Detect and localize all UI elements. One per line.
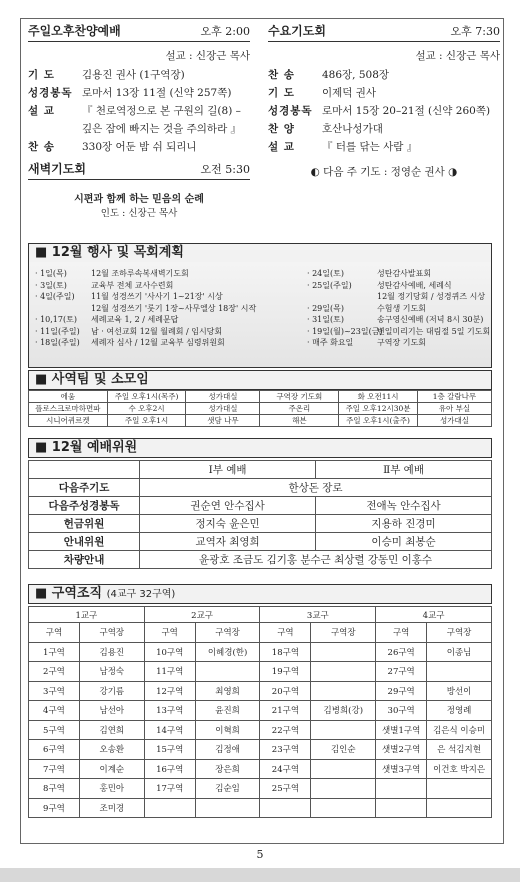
event-description: 구역장 기도회 (377, 338, 426, 347)
district-col-leader: 구역장 (79, 623, 144, 643)
district-cell (311, 759, 376, 779)
teams-cell: 해븐 (260, 415, 339, 427)
sunday-order-label: 찬 송 (28, 141, 55, 153)
teams-row (29, 391, 492, 403)
event-item (35, 291, 303, 303)
event-description: 세례교육 1, 2 / 세례문답 (91, 315, 179, 324)
district-cell: 김인순 (311, 740, 376, 760)
district-cell: 19구역 (260, 662, 311, 682)
sunday-service-time: 오후 2:00 (200, 25, 250, 38)
event-item (307, 291, 489, 303)
teams-cell: 주온리 (260, 403, 339, 415)
district-cell: 오송환 (79, 740, 144, 760)
sunday-order-value: 로마서 13장 11절 (신약 257쪽) (82, 87, 232, 99)
page-number: 5 (256, 848, 264, 861)
district-row (29, 662, 492, 682)
district-row (29, 740, 492, 760)
events-box (28, 262, 492, 368)
event-item (35, 303, 303, 315)
district-cell: 30구역 (376, 701, 427, 721)
district-cell: 27구역 (376, 662, 427, 682)
district-cell: 20구역 (260, 681, 311, 701)
wednesday-order-label: 찬 송 (268, 69, 295, 81)
district-cell: 24구역 (260, 759, 311, 779)
district-cell: 김병희(강) (311, 701, 376, 721)
district-cell (260, 798, 311, 818)
dawn-theme: 시편과 함께 하는 믿음의 순례 (74, 194, 204, 205)
district-cell: 7구역 (29, 759, 80, 779)
worship-row (29, 533, 492, 551)
districts-heading (28, 584, 492, 604)
event-date: · 25일(주일) (307, 280, 352, 290)
district-row (29, 681, 492, 701)
district-cell: 샛별3구역 (376, 759, 427, 779)
wednesday-order-row (268, 138, 500, 156)
teams-cell: 1층 갈람나무 (417, 391, 491, 403)
sunday-order-value: 330장 어둔 밤 쉬 되리니 (82, 141, 197, 153)
district-group-header: 3교구 (260, 607, 376, 623)
worship-role: 헌금위원 (29, 515, 140, 533)
district-cell: 21구역 (260, 701, 311, 721)
worship-row (29, 551, 492, 569)
district-cell (311, 681, 376, 701)
worship-row (29, 497, 492, 515)
wednesday-service-header (268, 22, 500, 42)
district-row (29, 798, 492, 818)
event-description: 교육부 전체 교사수련회 (91, 280, 174, 290)
wednesday-order-row (268, 66, 500, 84)
wednesday-order-list (268, 66, 500, 156)
sunday-order-row (28, 66, 250, 84)
sunday-order-row (28, 138, 250, 156)
teams-cell: 주일 오후1시(목주) (107, 391, 186, 403)
worship-row (29, 479, 492, 497)
worship-first-service: 교역자 최영희 (140, 533, 316, 551)
wednesday-service-title: 수요기도회 (268, 24, 326, 38)
sunday-preacher: 설교 : 신장근 목사 (165, 50, 250, 62)
districts-table (28, 606, 492, 818)
district-col-leader: 구역장 (427, 623, 492, 643)
worship-first-service: 권순연 안수집사 (140, 497, 316, 515)
district-cell (427, 662, 492, 682)
district-group-header: 1교구 (29, 607, 145, 623)
district-group-header: 2교구 (144, 607, 260, 623)
event-description: 남 · 여선교회 12월 월례회 / 임시당회 (91, 326, 223, 336)
teams-cell: 성가대실 (186, 391, 260, 403)
district-cell: 샛별1구역 (376, 720, 427, 740)
event-description: 송구영신예배 (저녁 8시 30분) (377, 315, 484, 324)
district-cell: 김용진 (79, 642, 144, 662)
wednesday-order-value: 호산나성가대 (322, 123, 383, 135)
district-cell: 26구역 (376, 642, 427, 662)
district-cell (144, 798, 195, 818)
events-right-list (307, 268, 489, 349)
district-cell: 장은희 (195, 759, 260, 779)
worship-both-services: 한상돈 장로 (140, 479, 492, 497)
district-cell (376, 779, 427, 799)
district-col-name: 구역 (144, 623, 195, 643)
district-cell: 23구역 (260, 740, 311, 760)
district-cell: 김정애 (195, 740, 260, 760)
district-cell (195, 662, 260, 682)
sunday-order-label: 기 도 (28, 69, 55, 81)
district-cell: 이건호 박지은 (427, 759, 492, 779)
event-date: · 매주 화요일 (307, 338, 354, 347)
district-cell: 강기름 (79, 681, 144, 701)
district-cell (311, 798, 376, 818)
district-col-leader: 구역장 (195, 623, 260, 643)
worship-second-service: 전애녹 안수집사 (316, 497, 492, 515)
event-date: · 11일(주일) (35, 326, 80, 336)
worship-role: 다음주기도 (29, 479, 140, 497)
district-cell: 최영희 (195, 681, 260, 701)
event-description: 성탄감사발표회 (377, 269, 432, 278)
district-cell: 정영례 (427, 701, 492, 721)
district-cell (311, 720, 376, 740)
event-date (307, 291, 377, 303)
event-date (35, 303, 91, 315)
wednesday-order-label: 찬 양 (268, 123, 295, 135)
event-date: · 24일(토) (307, 269, 344, 278)
worship-role: 다음주성경봉독 (29, 497, 140, 515)
district-cell: 김순임 (195, 779, 260, 799)
bottom-bar (0, 868, 520, 882)
district-cell: 남정숙 (79, 662, 144, 682)
event-date: · 19일(월)~23일(금) (307, 326, 383, 336)
worship-table (28, 460, 492, 569)
teams-cell: 주일 오후12시30분 (339, 403, 418, 415)
teams-cell: 유아 부실 (417, 403, 491, 415)
district-cell: 22구역 (260, 720, 311, 740)
event-description: 12월 정기당회 / 성경퀴즈 시상 (377, 292, 486, 301)
event-item (307, 326, 489, 338)
event-item (307, 314, 489, 326)
district-cell: 4구역 (29, 701, 80, 721)
district-cell: 조미경 (79, 798, 144, 818)
district-row (29, 779, 492, 799)
worship-col-first: Ⅰ부 예배 (140, 461, 316, 479)
sunday-service (28, 22, 250, 219)
event-item (307, 280, 489, 292)
dawn-service-header (28, 160, 250, 180)
wednesday-order-row (268, 120, 500, 138)
sunday-order-value: 깊은 잠에 빠지는 것을 주의하라 』 (82, 123, 242, 135)
district-cell: 2구역 (29, 662, 80, 682)
district-cell: 이혜경(한) (195, 642, 260, 662)
district-cell: 김은식 이승미 (427, 720, 492, 740)
wednesday-order-row (268, 102, 500, 120)
event-date: · 29일(목) (307, 303, 344, 313)
worship-header-blank (29, 461, 140, 479)
event-item (307, 303, 489, 315)
worship-first-service: 정지숙 윤은민 (140, 515, 316, 533)
sunday-order-label: 설 교 (28, 105, 55, 117)
event-description: 세례자 심사 / 12월 교육부 심령위원회 (91, 338, 225, 347)
event-date: · 18일(주일) (35, 338, 80, 347)
teams-cell: 구역장 기도회 (260, 391, 339, 403)
wednesday-order-label: 성경봉독 (268, 105, 313, 117)
sunday-order-row (28, 84, 250, 102)
district-group-header: 4교구 (376, 607, 492, 623)
event-date: · 10,17(토) (35, 315, 77, 324)
worship-both-services: 윤광호 조금도 김기홍 분수근 최상렬 강동민 이홍수 (140, 551, 492, 569)
event-item (35, 280, 303, 292)
teams-cell: 샛담 나무 (186, 415, 260, 427)
teams-cell: 주일 오후1시(출주) (339, 415, 418, 427)
district-cell (427, 798, 492, 818)
district-cell: 29구역 (376, 681, 427, 701)
district-cell: 11구역 (144, 662, 195, 682)
teams-cell: 주일 오후1시 (107, 415, 186, 427)
district-cell: 이종님 (427, 642, 492, 662)
teams-row (29, 415, 492, 427)
worship-role: 안내위원 (29, 533, 140, 551)
district-cell: 14구역 (144, 720, 195, 740)
district-cell: 8구역 (29, 779, 80, 799)
wednesday-order-value: 로마서 15장 20–21절 (신약 260쪽) (322, 105, 491, 117)
dawn-service-time: 오전 5:30 (200, 163, 250, 176)
sunday-order-value: 김용진 권사 (1구역장) (82, 69, 185, 81)
dawn-leader: 인도 : 신장근 목사 (100, 208, 178, 219)
teams-cell: 성가대실 (417, 415, 491, 427)
teams-cell: 플로스크로마하면파 (29, 403, 108, 415)
district-col-name: 구역 (376, 623, 427, 643)
district-cell: 16구역 (144, 759, 195, 779)
teams-row (29, 403, 492, 415)
teams-cell: 수 오후2시 (107, 403, 186, 415)
district-cell: 은 석김지현 (427, 740, 492, 760)
district-cell (311, 779, 376, 799)
district-cell: 홍민아 (79, 779, 144, 799)
district-cell: 18구역 (260, 642, 311, 662)
district-cell: 윤진희 (195, 701, 260, 721)
event-date: · 4일(주일) (35, 292, 75, 301)
event-description: 12월 조하루속복새벽기도회 (91, 269, 189, 278)
event-date: · 31일(토) (307, 315, 344, 324)
district-cell: 방선이 (427, 681, 492, 701)
district-cell (195, 798, 260, 818)
district-cell: 6구역 (29, 740, 80, 760)
event-item (35, 337, 303, 349)
event-date: · 1일(목) (35, 269, 67, 278)
district-row (29, 720, 492, 740)
district-cell (427, 779, 492, 799)
worship-header-row (29, 461, 492, 479)
worship-role: 차량안내 (29, 551, 140, 569)
dawn-service-title: 새벽기도회 (28, 162, 86, 176)
teams-cell: 에움 (29, 391, 108, 403)
districts-title: ■ 구역조직 (35, 586, 103, 601)
district-col-name: 구역 (260, 623, 311, 643)
sunday-order-label (28, 120, 82, 138)
teams-cell: 성가대실 (186, 403, 260, 415)
wednesday-order-row (268, 84, 500, 102)
district-cell: 남선아 (79, 701, 144, 721)
event-date: · 3일(토) (35, 280, 67, 290)
district-row (29, 642, 492, 662)
teams-cell: 화 오전11시 (339, 391, 418, 403)
event-item (307, 268, 489, 280)
wednesday-order-label: 기 도 (268, 87, 295, 99)
worship-row (29, 515, 492, 533)
wednesday-preacher: 설교 : 신장근 목사 (415, 50, 500, 62)
sunday-order-list (28, 66, 250, 156)
event-item (307, 337, 489, 349)
district-col-name: 구역 (29, 623, 80, 643)
sunday-order-value: 『 천로역정으로 본 구원의 길(8) – (82, 105, 241, 117)
district-cell: 이혁희 (195, 720, 260, 740)
wednesday-service (268, 22, 500, 179)
event-item (35, 314, 303, 326)
event-description: 변일미리기는 대림절 5일 기도회 (377, 326, 491, 336)
district-group-row (29, 607, 492, 623)
worship-second-service: 이승미 최봉순 (316, 533, 492, 551)
district-cell: 25구역 (260, 779, 311, 799)
district-cell: 9구역 (29, 798, 80, 818)
wednesday-order-value: 이제덕 권사 (322, 87, 377, 99)
sunday-order-row (28, 120, 250, 138)
district-cell: 김연희 (79, 720, 144, 740)
district-cell (376, 798, 427, 818)
district-cell: 12구역 (144, 681, 195, 701)
district-cell: 17구역 (144, 779, 195, 799)
event-item (35, 326, 303, 338)
sunday-service-header (28, 22, 250, 42)
wednesday-order-value: 『 터를 닦는 사람 』 (322, 141, 418, 153)
district-cell: 1구역 (29, 642, 80, 662)
event-description: 수험생 기도회 (377, 303, 426, 313)
teams-heading: ■ 사역팀 및 소모임 (28, 370, 492, 390)
next-week-prayer: ◐ 다음 주 기도 : 정영순 권사 ◑ (310, 166, 458, 178)
district-row (29, 759, 492, 779)
wednesday-order-label: 설 교 (268, 141, 295, 153)
worship-second-service: 지용하 진경미 (316, 515, 492, 533)
district-cell (311, 662, 376, 682)
events-left-list (35, 268, 303, 349)
wednesday-service-time: 오후 7:30 (450, 25, 500, 38)
district-cell: 5구역 (29, 720, 80, 740)
event-description: 성탄감사예배, 세례식 (377, 280, 452, 290)
district-col-leader: 구역장 (311, 623, 376, 643)
teams-table (28, 390, 492, 427)
event-description: 12월 성경쓰기 '룻기 1장~사무엘상 18장' 시작 (91, 303, 257, 313)
district-row (29, 701, 492, 721)
district-cell (311, 642, 376, 662)
district-column-row (29, 623, 492, 643)
district-cell: 3구역 (29, 681, 80, 701)
teams-cell: 시니어퀴르켓 (29, 415, 108, 427)
worship-col-second: Ⅱ부 예배 (316, 461, 492, 479)
district-cell: 샛별2구역 (376, 740, 427, 760)
worship-heading: ■ 12월 예배위원 (28, 438, 492, 458)
event-item (35, 268, 303, 280)
district-cell: 15구역 (144, 740, 195, 760)
districts-subtitle: (4교구 32구역) (106, 589, 176, 600)
sunday-order-row (28, 102, 250, 120)
sunday-service-title: 주일오후찬양예배 (28, 24, 121, 38)
wednesday-order-value: 486장, 508장 (322, 69, 390, 81)
district-cell: 13구역 (144, 701, 195, 721)
district-cell: 10구역 (144, 642, 195, 662)
event-description: 11월 성경쓰기 '사사기 1~21장' 시상 (91, 292, 223, 301)
events-heading: ■ 12월 행사 및 목회계획 (28, 243, 492, 263)
district-cell: 이계순 (79, 759, 144, 779)
sunday-order-label: 성경봉독 (28, 87, 73, 99)
